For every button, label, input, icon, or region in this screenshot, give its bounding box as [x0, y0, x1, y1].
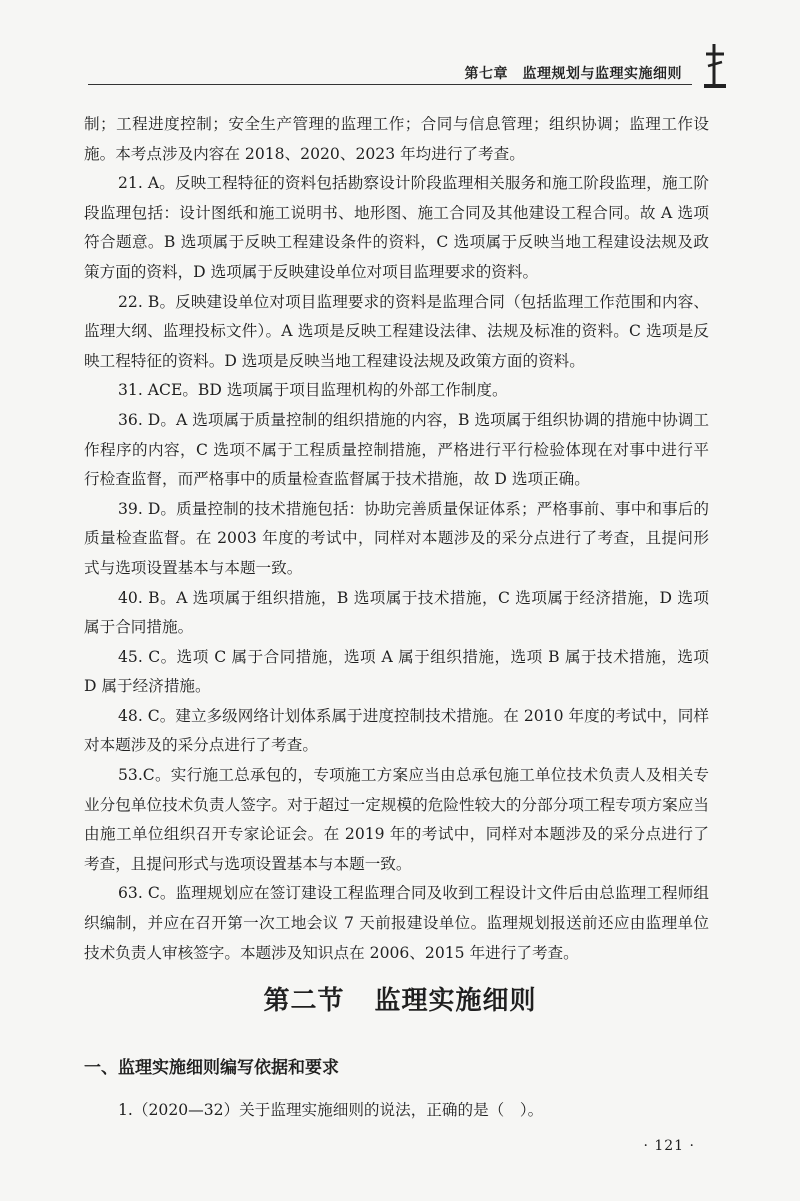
paragraph: 22. B。反映建设单位对项目监理要求的资料是监理合同（包括监理工作范围和内容、监理大纲、监理投标文件）。A 选项是反映工程建设法律、法规及标准的资料。C 选项是反映工程特征的资料。D 选项是反映当地工程建设法规及政策方面的资料。	[84, 292, 709, 370]
section-title	[0, 980, 800, 1017]
chapter-title: 第七章 监理规划与监理实施细则	[464, 66, 682, 82]
paragraph: 制；工程进度控制；安全生产管理的监理工作；合同与信息管理；组织协调；监理工作设施。本考点涉及内容在 2018、2020、2023 年均进行了考查。	[84, 115, 709, 163]
paragraph: 31. ACE。BD 选项属于项目监理机构的外部工作制度。	[118, 381, 508, 400]
paragraph: 36. D。A 选项属于质量控制的组织措施的内容，B 选项属于组织协调的措施中协调工作程序的内容，C 选项不属于工程质量控制措施，严格进行平行检验体现在对事中进行平行检查监督，而严格事中的质量检查监督属于技术措施，故 D 选项正确。	[84, 410, 709, 489]
running-header	[88, 62, 692, 85]
paragraph: 39. D。质量控制的技术措施包括：协助完善质量保证体系；严格事前、事中和事后的质量检查监督。在 2003 年度的考试中，同样对本题涉及的采分点进行了考查，且提问形式与选项设置基本与本题一致。	[84, 499, 709, 577]
section-number: 第二节	[263, 986, 345, 1016]
paragraph: 45. C。选项 C 属于合同措施，选项 A 属于组织措施，选项 B 属于技术措施，选项 D 属于经济措施。	[84, 647, 709, 696]
paragraph: 21. A。反映工程特征的资料包括勘察设计阶段监理相关服务和施工阶段监理，施工阶段监理包括：设计图纸和施工说明书、地形图、施工合同及其他建设工程合同。故 A 选项符合题意。B 选项属于反映工程建设条件的资料，C 选项属于反映当地工程建设法规及政策方面的资料，D 选项属于反映建设单位对项目监理要求的资料。	[84, 174, 709, 281]
paragraph: 40. B。A 选项属于组织措施，B 选项属于技术措施，C 选项属于经济措施，D 选项属于合同措施。	[84, 588, 709, 637]
page-number: · 121 ·	[643, 1138, 695, 1154]
paragraph: 48. C。建立多级网络计划体系属于进度控制技术措施。在 2010 年度的考试中，同样对本题涉及的采分点进行了考查。	[84, 706, 709, 755]
question-text: 1.（2020—32）关于监理实施细则的说法，正确的是（ ）。	[118, 1101, 544, 1119]
section-name: 监理实施细则	[374, 986, 537, 1016]
paragraph: 53.C。实行施工总承包的，专项施工方案应当由总承包施工单位技术负责人及相关专业分包单位技术负责人签字。对于超过一定规模的危险性较大的分部分项工程专项方案应当由施工单位组织召开专家论证会。在 2019 年的考试中，同样对本题涉及的采分点进行了考查，且提问形式与选项设置基本与本题一致。	[84, 766, 709, 873]
tree-ornament-icon	[700, 40, 730, 90]
paragraph: 63. C。监理规划应在签订建设工程监理合同及收到工程设计文件后由总监理工程师组织编制，并应在召开第一次工地会议 7 天前报建设单位。监理规划报送前还应由监理单位技术负责人审核签字。本题涉及知识点在 2006、2015 年进行了考查。	[84, 884, 709, 962]
answer-explanations	[84, 110, 709, 968]
subsection-title: 一、监理实施细则编写依据和要求	[84, 1058, 339, 1078]
